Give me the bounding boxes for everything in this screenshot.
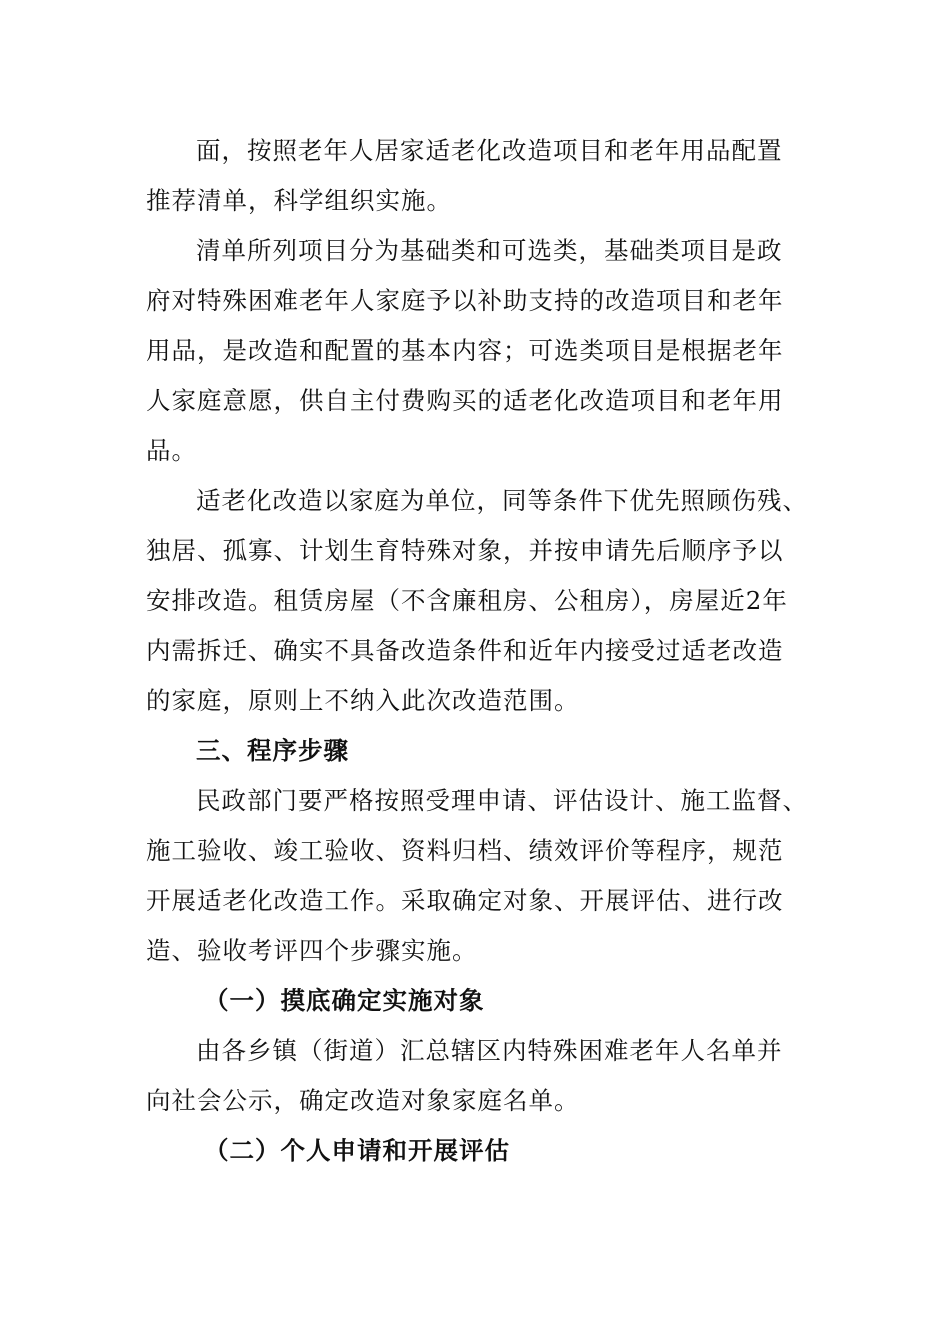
text-line: 民政部门要严格按照受理申请、评估设计、施工监督、 [196, 786, 808, 815]
text-line: 的家庭，原则上不纳入此次改造范围。 [146, 686, 580, 715]
text-line: 造、验收考评四个步骤实施。 [146, 936, 478, 965]
text-line: 用品，是改造和配置的基本内容；可选类项目是根据老年 [146, 336, 784, 365]
text-line: 清单所列项目分为基础类和可选类，基础类项目是政 [196, 236, 783, 265]
subsection-heading: （一）摸底确定实施对象 [204, 986, 485, 1015]
text-line: 府对特殊困难老年人家庭予以补助支持的改造项目和老年 [146, 286, 784, 315]
text-line: 由各乡镇（街道）汇总辖区内特殊困难老年人名单并 [196, 1036, 783, 1065]
text-line: 推荐清单，科学组织实施。 [146, 186, 452, 215]
text-line: 适老化改造以家庭为单位，同等条件下优先照顾伤残、 [196, 486, 808, 515]
text-line: 面，按照老年人居家适老化改造项目和老年用品配置 [196, 136, 783, 165]
text-line: 独居、孤寡、计划生育特殊对象，并按申请先后顺序予以 [146, 536, 784, 565]
text-line: 人家庭意愿，供自主付费购买的适老化改造项目和老年用 [146, 386, 784, 415]
text-line: 品。 [146, 436, 197, 465]
text-line: 施工验收、竣工验收、资料归档、绩效评价等程序，规范 [146, 836, 784, 865]
text-line: 内需拆迁、确实不具备改造条件和近年内接受过适老改造 [146, 636, 784, 665]
text-line: 安排改造。租赁房屋（不含廉租房、公租房），房屋近2年 [146, 586, 788, 615]
section-heading: 三、程序步骤 [196, 736, 349, 765]
subsection-heading: （二）个人申请和开展评估 [204, 1136, 510, 1165]
text-line: 开展适老化改造工作。采取确定对象、开展评估、进行改 [146, 886, 784, 915]
text-line: 向社会公示，确定改造对象家庭名单。 [146, 1086, 580, 1115]
